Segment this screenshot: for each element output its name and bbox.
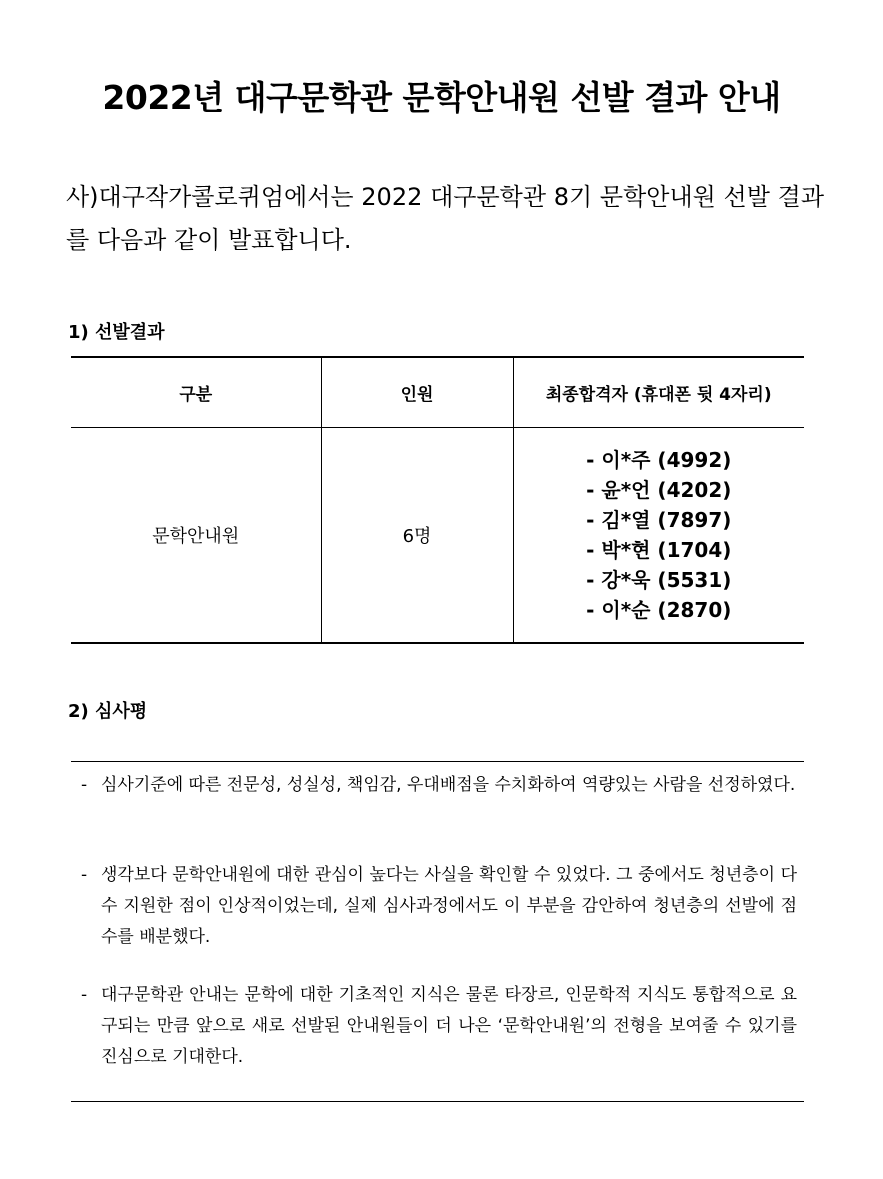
review-item: [81, 860, 797, 953]
cell-winners: [513, 428, 804, 644]
review-item: [81, 980, 797, 1073]
winner-item: - 이*순 (2870): [586, 598, 732, 622]
section-heading-review: 2) 심사평: [68, 701, 148, 722]
cell-count: 6명: [321, 428, 513, 644]
winner-item: - 윤*언 (4202): [586, 478, 732, 502]
review-item: [81, 770, 797, 801]
review-text: 생각보다 문학안내원에 대한 관심이 높다는 사실을 확인할 수 있었다. 그 중에서도 청년층이 다수 지원한 점이 인상적이었는데, 실제 심사과정에서도 이 부분을 감안하여 청년층의 선발에 점수를 배분했다.: [101, 865, 797, 947]
table-row: [71, 428, 804, 644]
winner-item: - 이*주 (4992): [586, 448, 732, 472]
review-text: 대구문학관 안내는 문학에 대한 기초적인 지식은 물론 타장르, 인문학적 지식도 통합적으로 요구되는 만큼 앞으로 새로 선발된 안내원들이 더 나은 ‘문학안내원’의 전형을 보여줄 수 있기를 진심으로 기대한다.: [101, 985, 797, 1067]
bullet-dash: -: [81, 865, 88, 885]
selection-result-table: [71, 356, 804, 644]
winner-item: - 강*욱 (5531): [586, 568, 732, 592]
review-box: [71, 761, 804, 1102]
review-text: 심사기준에 따른 전문성, 성실성, 책임감, 우대배점을 수치화하여 역량있는 사람을 선정하였다.: [101, 775, 796, 795]
intro-paragraph: 사)대구작가콜로퀴엄에서는 2022 대구문학관 8기 문학안내원 선발 결과를 다음과 같이 발표합니다.: [66, 183, 824, 254]
winner-list: [586, 445, 731, 625]
header-winners: 최종합격자 (휴대폰 뒷 4자리): [513, 357, 804, 428]
winner-item: - 박*현 (1704): [586, 538, 732, 562]
cell-category: 문학안내원: [71, 428, 321, 644]
header-category: 구분: [71, 357, 321, 428]
table-header-row: [71, 357, 804, 428]
bullet-dash: -: [81, 775, 88, 795]
page-title: 2022년 대구문학관 문학안내원 선발 결과 안내: [102, 78, 781, 117]
header-count: 인원: [321, 357, 513, 428]
bullet-dash: -: [81, 985, 88, 1005]
winner-item: - 김*열 (7897): [586, 508, 732, 532]
section-heading-selection-result: 1) 선발결과: [68, 322, 165, 343]
